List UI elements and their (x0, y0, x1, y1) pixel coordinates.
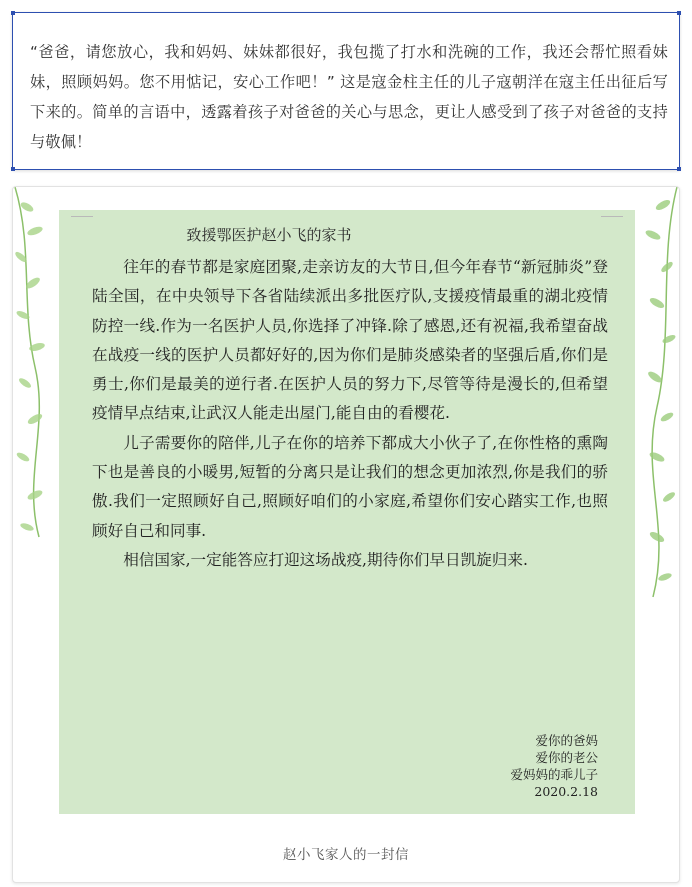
letter-date: 2020.2.18 (534, 784, 598, 799)
letter-paragraph: 相信国家,一定能答应打迎这场战疫,期待你们早日凯旋归来. (123, 550, 528, 569)
family-letter (59, 210, 635, 814)
intro-paragraph: “爸爸，请您放心，我和妈妈、妹妹都很好，我包揽了打水和洗碗的工作，我还会帮忙照看妹妹，照顾妈妈。您不用惦记，安心工作吧！” 这是寇金柱主任的儿子寇朝洋在寇主任出征后写下来的。简单的言语中，透露着孩子对爸爸的关心与思念，更让人感受到了孩子对爸爸的支持与敬佩！ (30, 43, 668, 151)
selection-handle (11, 167, 15, 171)
letter-paragraph: 儿子需要你的陪伴,儿子在你的培养下都成大小伙子了,在你性格的熏陶下也是善良的小暖男,短暂的分离只是让我们的想念更加浓烈,你是我们的骄傲.我们一定照顾好自己,照顾好咱们的小家庭,希望你们安心踏实工作,也照顾好自己和同事. (92, 433, 608, 540)
letter-body (92, 253, 608, 575)
signature-line: 爱妈妈的乖儿子 (510, 767, 598, 782)
selection-handle (11, 11, 15, 15)
signature-line: 爱你的爸妈 (535, 733, 598, 748)
divider (601, 216, 623, 217)
letter-image-card (12, 186, 680, 883)
letter-title: 致援鄂医护赵小飞的家书 (186, 226, 352, 244)
image-caption: 赵小飞家人的一封信 (283, 847, 409, 863)
divider (71, 216, 93, 217)
selection-handle (677, 167, 681, 171)
signature-line: 爱你的老公 (535, 750, 598, 765)
selection-handle (677, 11, 681, 15)
intro-quote-box (12, 12, 680, 170)
letter-signature (510, 732, 598, 800)
letter-paragraph: 往年的春节都是家庭团聚,走亲访友的大节日,但今年春节“新冠肺炎”登陆全国，在中央领导下各省陆续派出多批医疗队,支援疫情最重的湖北疫情防控一线.作为一名医护人员,你选择了冲锋.除了感恩,还有祝福,我希望奋战在战疫一线的医护人员都好好的,因为你们是肺炎感染者的坚强后盾,你们是勇士,你们是最美的逆行者.在医护人员的努力下,尽管等待是漫长的,但希望疫情早点结束,让武汉人能走出屋门,能自由的看樱花. (92, 258, 608, 423)
